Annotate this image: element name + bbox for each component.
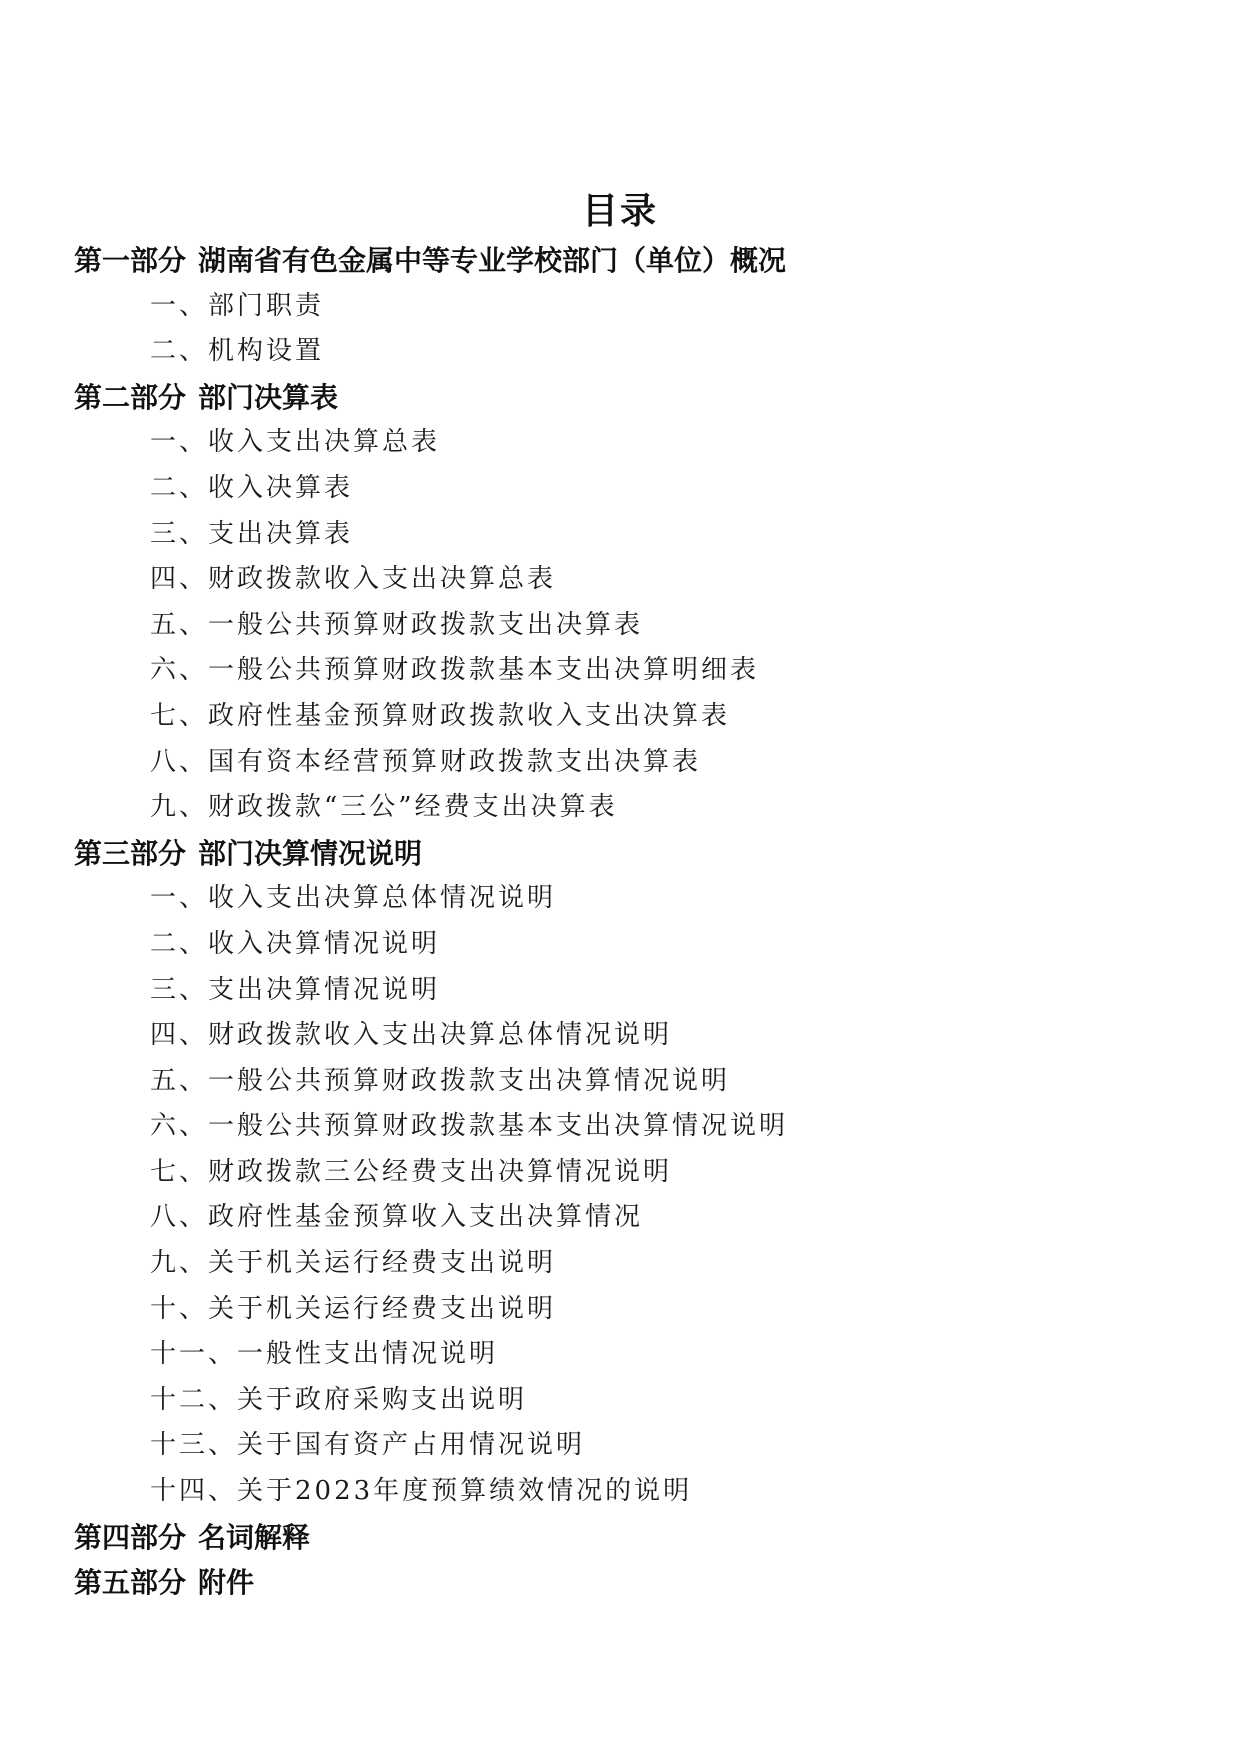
toc-part-name: 附件 (198, 1566, 255, 1600)
table-of-contents (74, 238, 1174, 1606)
toc-entry: 八、国有资本经营预算财政拨款支出决算表 (150, 746, 702, 777)
toc-entry: 四、财政拨款收入支出决算总体情况说明 (150, 1020, 673, 1051)
toc-entry: 十二、关于政府采购支出说明 (150, 1384, 528, 1415)
page-title: 目录 (581, 191, 658, 232)
toc-entry: 一、收入支出决算总体情况说明 (150, 883, 557, 914)
toc-entry: 四、财政拨款收入支出决算总表 (150, 564, 557, 595)
toc-part-name: 部门决算表 (198, 380, 339, 414)
toc-entry: 八、政府性基金预算收入支出决算情况 (150, 1202, 644, 1233)
toc-part-heading (74, 238, 1174, 284)
toc-part-heading (74, 1560, 1174, 1606)
toc-part-heading (74, 375, 1174, 421)
toc-entry: 九、关于机关运行经费支出说明 (150, 1248, 557, 1279)
toc-entry: 十、关于机关运行经费支出说明 (150, 1293, 557, 1324)
toc-entry: 十四、关于2023年度预算绩效情况的说明 (150, 1476, 693, 1507)
toc-entry: 五、一般公共预算财政拨款支出决算表 (150, 609, 644, 640)
toc-entry: 三、支出决算情况说明 (150, 974, 441, 1005)
toc-entry: 二、收入决算表 (150, 472, 354, 503)
toc-entry: 一、收入支出决算总表 (150, 427, 441, 458)
toc-part-number: 第三部分 (74, 836, 187, 870)
toc-entry: 十三、关于国有资产占用情况说明 (150, 1430, 586, 1461)
toc-part-number: 第五部分 (74, 1566, 187, 1600)
toc-entry: 六、一般公共预算财政拨款基本支出决算情况说明 (150, 1111, 789, 1142)
toc-part-number: 第二部分 (74, 380, 187, 414)
toc-entry: 一、部门职责 (150, 290, 325, 321)
toc-part-name: 湖南省有色金属中等专业学校部门（单位）概况 (198, 244, 787, 277)
toc-entry: 九、财政拨款“三公”经费支出决算表 (150, 792, 618, 823)
toc-part-number: 第一部分 (74, 244, 187, 277)
toc-entry: 二、机构设置 (150, 336, 325, 367)
toc-part-name: 部门决算情况说明 (198, 836, 423, 870)
toc-part-name: 名词解释 (198, 1520, 311, 1554)
toc-entry: 五、一般公共预算财政拨款支出决算情况说明 (150, 1065, 731, 1096)
toc-entry: 七、政府性基金预算财政拨款收入支出决算表 (150, 700, 731, 731)
toc-entry: 二、收入决算情况说明 (150, 928, 441, 959)
toc-entry: 十一、一般性支出情况说明 (150, 1339, 499, 1370)
toc-part-number: 第四部分 (74, 1520, 187, 1554)
toc-entry: 七、财政拨款三公经费支出决算情况说明 (150, 1156, 673, 1187)
toc-part-heading (74, 1515, 1174, 1561)
toc-part-heading (74, 831, 1174, 877)
toc-entry: 三、支出决算表 (150, 518, 354, 549)
toc-entry: 六、一般公共预算财政拨款基本支出决算明细表 (150, 655, 760, 686)
